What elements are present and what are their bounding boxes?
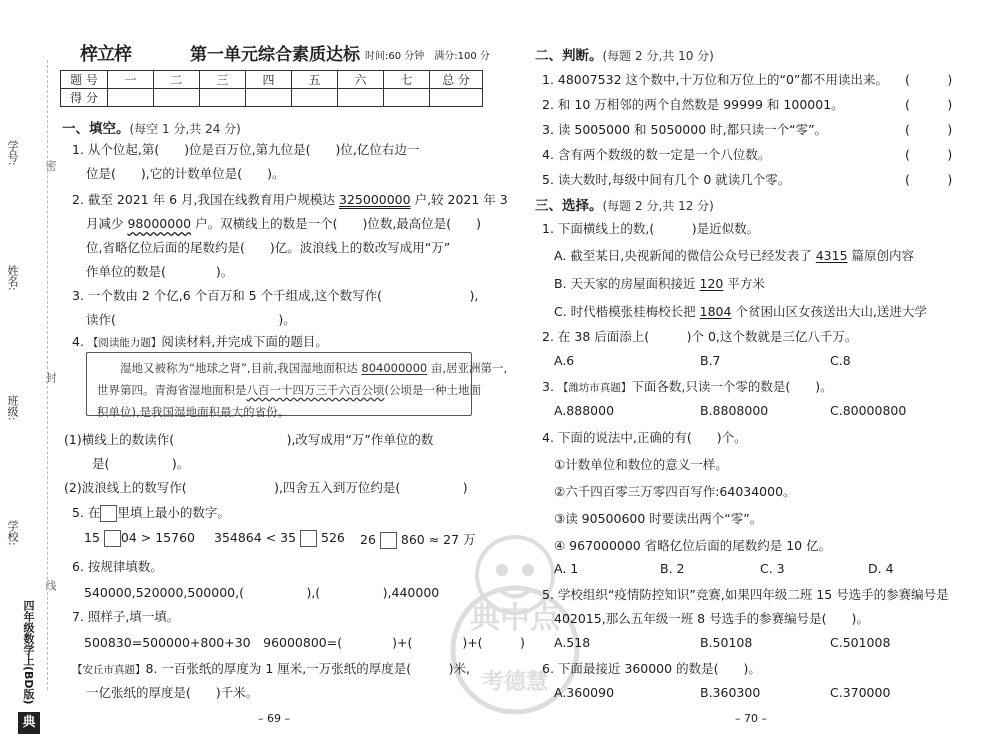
judge-answer-5[interactable]: ( ) (905, 172, 953, 187)
q1-line2: 位是( ),它的计数单位是( )。 (86, 166, 285, 181)
choice-q4: 4. 下面的说法中,正确的有( )个。 (542, 430, 747, 445)
choice-q6-option-b[interactable]: B.360300 (700, 685, 761, 700)
choice-q2-option-a[interactable]: A.6 (554, 353, 575, 368)
q4-1-line2: 是( )。 (92, 456, 190, 471)
seal-mark-mi: 密 (44, 160, 57, 171)
page-number-left: – 69 – (258, 712, 290, 725)
choice-q4-option-a[interactable]: A. 1 (554, 561, 579, 576)
q5-box[interactable] (100, 505, 117, 522)
choice-q4-option-d[interactable]: D. 4 (868, 561, 894, 576)
judge-answer-1[interactable]: ( ) (905, 72, 953, 87)
binding-margin (0, 0, 70, 754)
q2-line4: 作单位的数是( )。 (86, 264, 234, 279)
choice-q5-option-b[interactable]: B.50108 (700, 635, 753, 650)
score-cell[interactable] (200, 89, 246, 107)
judge-item-5: 5. 读大数时,每级中间有几个 0 就读几个零。 (542, 172, 791, 187)
q6-row: 540000,520000,500000,( ),( ),440000 (84, 585, 440, 600)
score-table (60, 70, 483, 107)
q2-number-double: 325000000 (339, 192, 411, 207)
choice-q1-option-a[interactable]: A. 截至某日,央视新闻的微信公众号已经发表了 4315 篇原创内容 (554, 248, 915, 263)
choice-q3-option-a[interactable]: A.888000 (554, 403, 615, 418)
score-cell[interactable] (430, 89, 483, 107)
student-id-label: 学号: (6, 140, 19, 166)
choice-q2: 2. 在 38 后面添上( )个 0,这个数就是三亿八千万。 (542, 329, 858, 344)
choice-q3-option-b[interactable]: B.8808000 (700, 403, 769, 418)
seal-mark-xian: 线 (44, 580, 57, 591)
choice-q4-statement-1: ①计数单位和数位的意义一样。 (554, 457, 728, 472)
choice-q5-option-a[interactable]: A.518 (554, 635, 591, 650)
judge-answer-4[interactable]: ( ) (905, 147, 953, 162)
seal-mark-feng: 封 (44, 372, 57, 383)
q2-line3: 位,省略亿位后面的尾数约是( )亿。波浪线上的数改写成用“万” (86, 240, 451, 255)
q5-item2-box[interactable] (300, 530, 317, 547)
reading-passage: 湿地又被称为“地球之肾”,目前,我国湿地面积达 804000000 亩,居亚洲第一, 世界第四。青海省湿地面积是八百一十四万三千六百公顷(公顷是一种土地面 积单位),是我国湿地面积最大的省份。 (86, 352, 472, 416)
choice-q5-line2: 402015,那么五年级一班 8 号选手的参赛编号是( )。 (554, 611, 869, 626)
choice-q5-option-c[interactable]: C.501008 (830, 635, 891, 650)
score-header-cell: 题 号 (61, 71, 108, 89)
q5-item-3: 26 860 ≈ 27 万 (360, 532, 476, 547)
score-row-label: 得 分 (61, 89, 108, 107)
choice-q4-option-c[interactable]: C. 3 (760, 561, 785, 576)
brand-logo: 典 (18, 712, 40, 734)
choice-q3-tag: 【潍坊市真题】 (557, 382, 632, 394)
q2-line2: 月减少 98000000 户。双横线上的数是一个( )位数,最高位是( ) (86, 216, 482, 231)
q2-line1: 2. 截至 2021 年 6 月,我国在线教育用户规模达 325000000 户,较 2021 年 3 (72, 192, 508, 207)
choice-q1-option-b[interactable]: B. 天天家的房屋面积接近 120 平方米 (554, 276, 765, 291)
choice-q2-option-c[interactable]: C.8 (830, 353, 851, 368)
q3-line1: 3. 一个数由 2 个亿,6 个百万和 5 个千组成,这个数写作( ), (72, 288, 479, 303)
score-header-cell: 三 (200, 71, 246, 89)
choice-q4-option-b[interactable]: B. 2 (660, 561, 685, 576)
choice-q4-statement-4: ④ 967000000 省略亿位后面的尾数约是 10 亿。 (554, 538, 832, 553)
choice-q4-statement-3: ③读 90500600 时要读出两个“零”。 (554, 511, 763, 526)
brand-label: 四年级数学上(BD版) (22, 600, 35, 705)
score-header-cell: 一 (108, 71, 154, 89)
score-header-cell: 五 (292, 71, 338, 89)
q7-heading: 7. 照样子,填一填。 (72, 609, 180, 624)
q8-line2: 一亿张纸的厚度是( )千米。 (86, 685, 259, 700)
score-header-cell: 四 (246, 71, 292, 89)
header-logo: 梓立梓 (80, 44, 131, 65)
section-3-heading: 三、选择。(每题 2 分,共 12 分) (535, 198, 714, 214)
choice-q6-option-a[interactable]: A.360090 (554, 685, 615, 700)
q4-line: 4. 【阅读能力题】阅读材料,并完成下面的题目。 (72, 334, 328, 349)
judge-item-4: 4. 含有两个数级的数一定是一个八位数。 (542, 147, 771, 162)
judge-item-2: 2. 和 10 万相邻的两个自然数是 99999 和 100001。 (542, 97, 844, 112)
class-label: 班级: (6, 395, 19, 421)
choice-q3-option-c[interactable]: C.80000800 (830, 403, 907, 418)
q7-row: 500830=500000+800+30 96000800=( )+( )+( ) (84, 635, 525, 650)
choice-q3: 3. 【潍坊市真题】下面各数,只读一个零的数是( )。 (542, 379, 833, 394)
watermark-text: 典中点 (470, 601, 560, 636)
judge-answer-3[interactable]: ( ) (905, 122, 953, 137)
choice-q6-option-c[interactable]: C.370000 (830, 685, 891, 700)
q5-item3-box[interactable] (380, 532, 397, 549)
q2-number-wavy: 98000000 (127, 216, 192, 231)
score-header-cell: 二 (154, 71, 200, 89)
score-header-cell: 七 (384, 71, 430, 89)
section-2-heading: 二、判断。(每题 2 分,共 10 分) (535, 48, 714, 64)
q5-line: 5. 在 里填上最小的数字。 (72, 505, 230, 520)
q3-line2: 读作( )。 (86, 312, 296, 327)
judge-item-3: 3. 读 5005000 和 5050000 时,都只读一个“零”。 (542, 122, 828, 137)
page-title: 第一单元综合素质达标 (190, 45, 360, 65)
score-cell[interactable] (154, 89, 200, 107)
page-number-right: – 70 – (735, 712, 767, 725)
q1-line1: 1. 从个位起,第( )位是百万位,第九位是( )位,亿位右边一 (72, 142, 420, 157)
q5-item-2: 354864 < 35 526 (214, 530, 345, 545)
q4-1-line1: (1)横线上的数读作( ),改写成用“万”作单位的数 (64, 432, 434, 447)
watermark-subtext: 考德慧 (481, 670, 548, 695)
score-cell[interactable] (338, 89, 384, 107)
choice-q1: 1. 下面横线上的数,( )是近似数。 (542, 221, 760, 236)
score-cell[interactable] (108, 89, 154, 107)
q5-item1-box[interactable] (104, 530, 121, 547)
choice-q4-statement-2: ②六千四百零三万零四百写作:64034000。 (554, 484, 796, 499)
choice-q1-option-c[interactable]: C. 时代楷模张桂梅校长把 1804 个贫困山区女孩送出大山,送进大学 (554, 304, 927, 319)
q8-tag: 【安丘市真题】 (72, 664, 146, 676)
score-header-cell: 总 分 (430, 71, 483, 89)
exam-meta: 时间:60 分钟 满分:100 分 (365, 51, 490, 62)
section-1-heading: 一、填空。(每空 1 分,共 24 分) (62, 121, 241, 137)
judge-answer-2[interactable]: ( ) (905, 97, 953, 112)
q8-line1: 【安丘市真题】8. 一百张纸的厚度为 1 厘米,一万张纸的厚度是( )米, (72, 661, 471, 676)
score-header-cell: 六 (338, 71, 384, 89)
judge-item-1: 1. 48007532 这个数中,十万位和万位上的“0”都不用读出来。 (542, 72, 888, 87)
reading-wavy-text: 八百一十四万三千六百公顷 (246, 383, 385, 397)
watermark-logo (430, 515, 600, 715)
reading-underlined-number: 804000000 (361, 361, 428, 375)
choice-q6: 6. 下面最接近 360000 的数是( )。 (542, 661, 761, 676)
score-cell[interactable] (292, 89, 338, 107)
choice-q2-option-b[interactable]: B.7 (700, 353, 721, 368)
school-label: 学校: (6, 520, 19, 546)
q5-item-1: 15 04 > 15760 (84, 530, 195, 545)
q4-2-line: (2)波浪线上的数写作( ),四舍五入到万位约是( ) (64, 480, 468, 495)
q4-tag: 【阅读能力题】 (87, 337, 162, 349)
q6-heading: 6. 按规律填数。 (72, 559, 163, 574)
score-cell[interactable] (384, 89, 430, 107)
choice-q5-line1: 5. 学校组织“疫情防控知识”竞赛,如果四年级二班 15 号选手的参赛编号是 (542, 587, 949, 602)
name-label: 姓名: (6, 265, 19, 291)
score-cell[interactable] (246, 89, 292, 107)
cut-line (47, 60, 48, 690)
